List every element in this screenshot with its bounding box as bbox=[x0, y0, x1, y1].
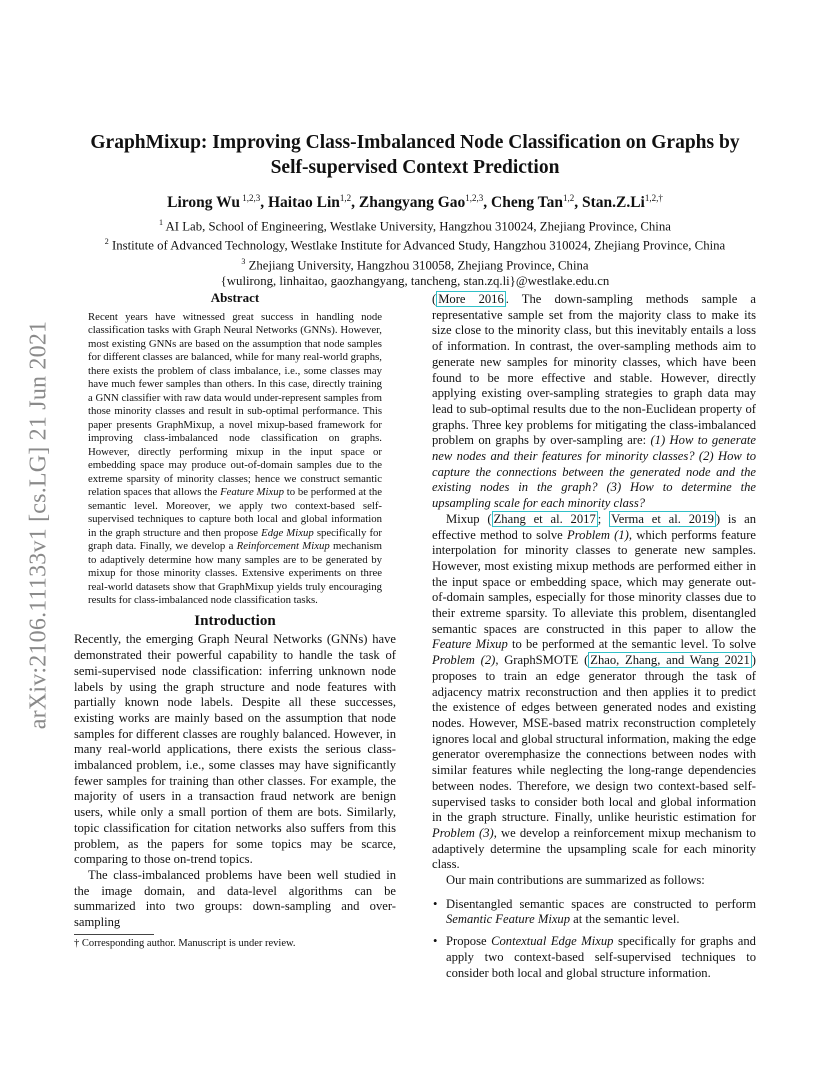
affil-text: AI Lab, School of Engineering, Westlake University, Hangzhou 310024, Zhejiang Province, China bbox=[163, 219, 671, 234]
text-emph: (1) How to generate new nodes and their features for minority classes? (2) How to capture the connections between the generated node and the existing nodes in the graph? (3) How to determine the upsampling scale for each minority class? bbox=[432, 433, 756, 511]
arxiv-id: arXiv:2106.11133v1 [cs.LG] 21 Jun 2021 bbox=[25, 320, 52, 730]
affil-number: 2 bbox=[104, 237, 109, 247]
author-emails: {wulirong, linhaitao, gaozhangyang, tancheng, stan.zq.li}@westlake.edu.cn bbox=[220, 273, 610, 288]
text-emph: Problem (1) bbox=[567, 527, 629, 542]
text-emph: Semantic Feature Mixup bbox=[446, 912, 571, 927]
author-name: , Haitao Lin bbox=[260, 194, 340, 212]
affil-text: Zhejiang University, Hangzhou 310058, Zhejiang Province, China bbox=[245, 257, 589, 272]
affiliation-line bbox=[70, 234, 760, 253]
right-column bbox=[432, 292, 756, 987]
bullet-icon: • bbox=[433, 896, 438, 911]
text-part: Mixup ( bbox=[446, 511, 492, 526]
author-list bbox=[80, 193, 750, 212]
citation-link[interactable]: Zhang et al. 2017 bbox=[493, 511, 596, 526]
text-emph: Feature Mixup bbox=[432, 637, 508, 652]
text-part: to be performed at the semantic level. To solve bbox=[507, 637, 756, 652]
abstract-text bbox=[74, 311, 396, 608]
text-part: Propose bbox=[446, 934, 492, 949]
abstract-emph: Reinforcement Mixup bbox=[236, 540, 330, 553]
affil-text: Institute of Advanced Technology, Westlake Institute for Advanced Study, Hangzhou 310024, Zhejiang Province, China bbox=[108, 238, 726, 253]
text-part: . The down-sampling methods sample a representative sample set from the majority class to make its size close to the minority class, but this inevitably entails a loss of information. In contrast, the over-sampling methods aim to generate new samples for minority classes, which have been found to be more effective and stable. However, directly applying existing over-sampling strategies to graph data may lead to sub-optimal results due to the non-Euclidean property of graphs. Three key problems for mitigating the class-imbalanced problem on graphs by over-sampling are: bbox=[432, 292, 756, 448]
text-part: at the semantic level. bbox=[570, 912, 680, 927]
right-paragraph-3: Our main contributions are summarized as follows: bbox=[446, 873, 705, 888]
abstract-emph: Feature Mixup bbox=[220, 486, 284, 499]
abstract-part: Recent years have witnessed great success in handling node classification tasks with Graph Neural Networks (GNNs). However, most existing GNNs are based on the assumption that node samples for different classes are balanced, while for many real-world graphs, there exists the problem of class imbalance, i.e., some classes may have much fewer samples than others. In this case, directly training a GNN classifier with raw data would under-represent samples from those minority classes and result in sub-optimal performance. This paper presents GraphMixup, a novel mixup-based framework for improving class-imbalanced node classification on graphs. However, directly performing mixup in the input space or embedding space may produce out-of-domain samples due to the extreme sparsity of minority classes; hence we construct semantic relation spaces that allows the bbox=[88, 310, 382, 499]
intro-paragraph-1: Recently, the emerging Graph Neural Networks (GNNs) have demonstrated their powerful capability to handle the task of semi-supervised node classification: inferring unknown node labels by using the graph structure and node features with partially known node labels. Despite all these successes, existing works are mainly based on the assumption that node samples for different classes are roughly balanced. However, in many real-world applications, there exists the serious class-imbalanced problem, i.e., some classes may have significantly fewer samples for training than other classes. For example, the majority of users in a transaction fraud network are benign users, while only a small portion of them are bots. Similarly, topic classification for citation networks also suffers from this problem, as the papers for some topics may be scarce, comparing to those on-trend topics. bbox=[74, 632, 396, 867]
citation-link[interactable]: Verma et al. 2019 bbox=[611, 511, 714, 526]
affil-number: 1 bbox=[159, 218, 164, 227]
bullet-icon: • bbox=[433, 934, 438, 949]
arxiv-stamp bbox=[26, 290, 52, 760]
citation-link[interactable]: More 2016 bbox=[438, 292, 504, 306]
text-emph: Problem (3) bbox=[432, 825, 494, 840]
abstract-part: mechanism to adaptively determine how many samples are to be generated by mixup for those minority classes. Extensive experiments on three real-world datasets show that GraphMixup yields truly encouraging results for class-imbalanced node classification tasks. bbox=[88, 540, 382, 607]
abstract-emph: Edge Mixup bbox=[261, 526, 314, 539]
list-item bbox=[433, 896, 756, 928]
left-column bbox=[74, 290, 396, 931]
list-item bbox=[433, 934, 756, 981]
abstract-part: specifically for graph data. Finally, we develop a bbox=[88, 526, 382, 553]
author-name: , Cheng Tan bbox=[483, 194, 563, 212]
text-part: , which performs feature interpolation for minority classes to generate new samples. However, most existing mixup methods are performed either in the input space or embedding space, which may generate out-of-domain samples, especially for those minority classes due to their extreme sparsity. To alleviate this problem, disentangled semantic spaces are constructed in this paper to allow the bbox=[432, 527, 756, 636]
right-paragraph-2 bbox=[432, 512, 756, 873]
text-part: specifically for graphs and apply two context-based self-supervised techniques to consider both local and global structure information. bbox=[446, 934, 756, 980]
abstract-heading: Abstract bbox=[210, 290, 260, 305]
author-affil: 1,2,† bbox=[644, 193, 663, 203]
author-affil: 1,2 bbox=[339, 193, 352, 203]
abstract-part: to be performed at the semantic level. Moreover, we apply two context-based self-supervised techniques to capture both local and global information in the graph structure and then propose bbox=[88, 486, 383, 539]
text-part: ; bbox=[597, 511, 610, 526]
author-name: , Zhangyang Gao bbox=[351, 194, 466, 212]
affil-number: 3 bbox=[241, 256, 246, 266]
intro-paragraph-2: The class-imbalanced problems have been well studied in the image domain, and data-level algorithms can be summarized into two groups: down-sampling and over-sampling bbox=[74, 867, 396, 930]
text-part: ) is an effective method to solve bbox=[432, 511, 757, 542]
affiliation-line bbox=[70, 254, 760, 273]
text-part: , GraphSMOTE ( bbox=[495, 653, 589, 668]
footnote-rule bbox=[74, 934, 154, 935]
footnote: † Corresponding author. Manuscript is under review. bbox=[74, 938, 296, 949]
text-part: Disentangled semantic spaces are constructed to perform bbox=[446, 896, 756, 911]
text-part: ) proposes to train an edge generator through the task of adjacency matrix reconstruction and then applies it to predict the existence of edges between generated nodes and existing nodes. However, MSE-based matrix reconstruction completely ignores local and global structural information, making the edge generator overemphasize the connections between nodes with similar features while neglecting the long-range dependencies between nodes. Therefore, we design two context-based self-supervised tasks to consider both local and global information in the graph structure. Finally, unlike heuristic estimation for bbox=[432, 653, 756, 825]
affiliation-line bbox=[70, 215, 760, 234]
paper-title: GraphMixup: Improving Class-Imbalanced Node Classification on Graphs by Self-supervised Context Prediction bbox=[90, 132, 740, 178]
text-emph: Contextual Edge Mixup bbox=[491, 934, 614, 949]
citation-link[interactable]: Zhao, Zhang, and Wang 2021 bbox=[590, 653, 750, 668]
author-name: , Stan.Z.Li bbox=[574, 194, 645, 212]
author-name: Lirong Wu bbox=[167, 194, 240, 212]
author-affil: 1,2 bbox=[562, 193, 575, 203]
text-part: , we develop a reinforcement mixup mechanism to adaptively determine the upsampling scale for each minority class. bbox=[432, 825, 756, 872]
intro-heading: Introduction bbox=[194, 612, 276, 629]
affiliations bbox=[70, 215, 760, 289]
author-affil: 1,2,3 bbox=[239, 193, 261, 203]
text-emph: Problem (2) bbox=[432, 653, 496, 668]
contributions-list bbox=[432, 897, 756, 982]
right-paragraph-1: ( More 2016 . The down-sampling methods sample a representative sample set from the majority class to make its size close to the minority class, but this inevitably entails a loss of information. In contrast, the over-sampling methods aim to generate new samples for minority classes, which have been found to be more effective and stable. However, directly applying existing over-sampling strategies to graph data may lead to sub-optimal results due to the non-Euclidean property of graphs. Three key problems for mitigating the class-imbalanced problem on graphs by over-sampling are: (1) How to generate new nodes and their features for minority classes? (2) How to capture the connections between the generated node and the existing nodes in the graph? (3) How to determine the upsampling scale for each minority class? bbox=[432, 292, 756, 511]
author-affil: 1,2,3 bbox=[465, 193, 484, 203]
